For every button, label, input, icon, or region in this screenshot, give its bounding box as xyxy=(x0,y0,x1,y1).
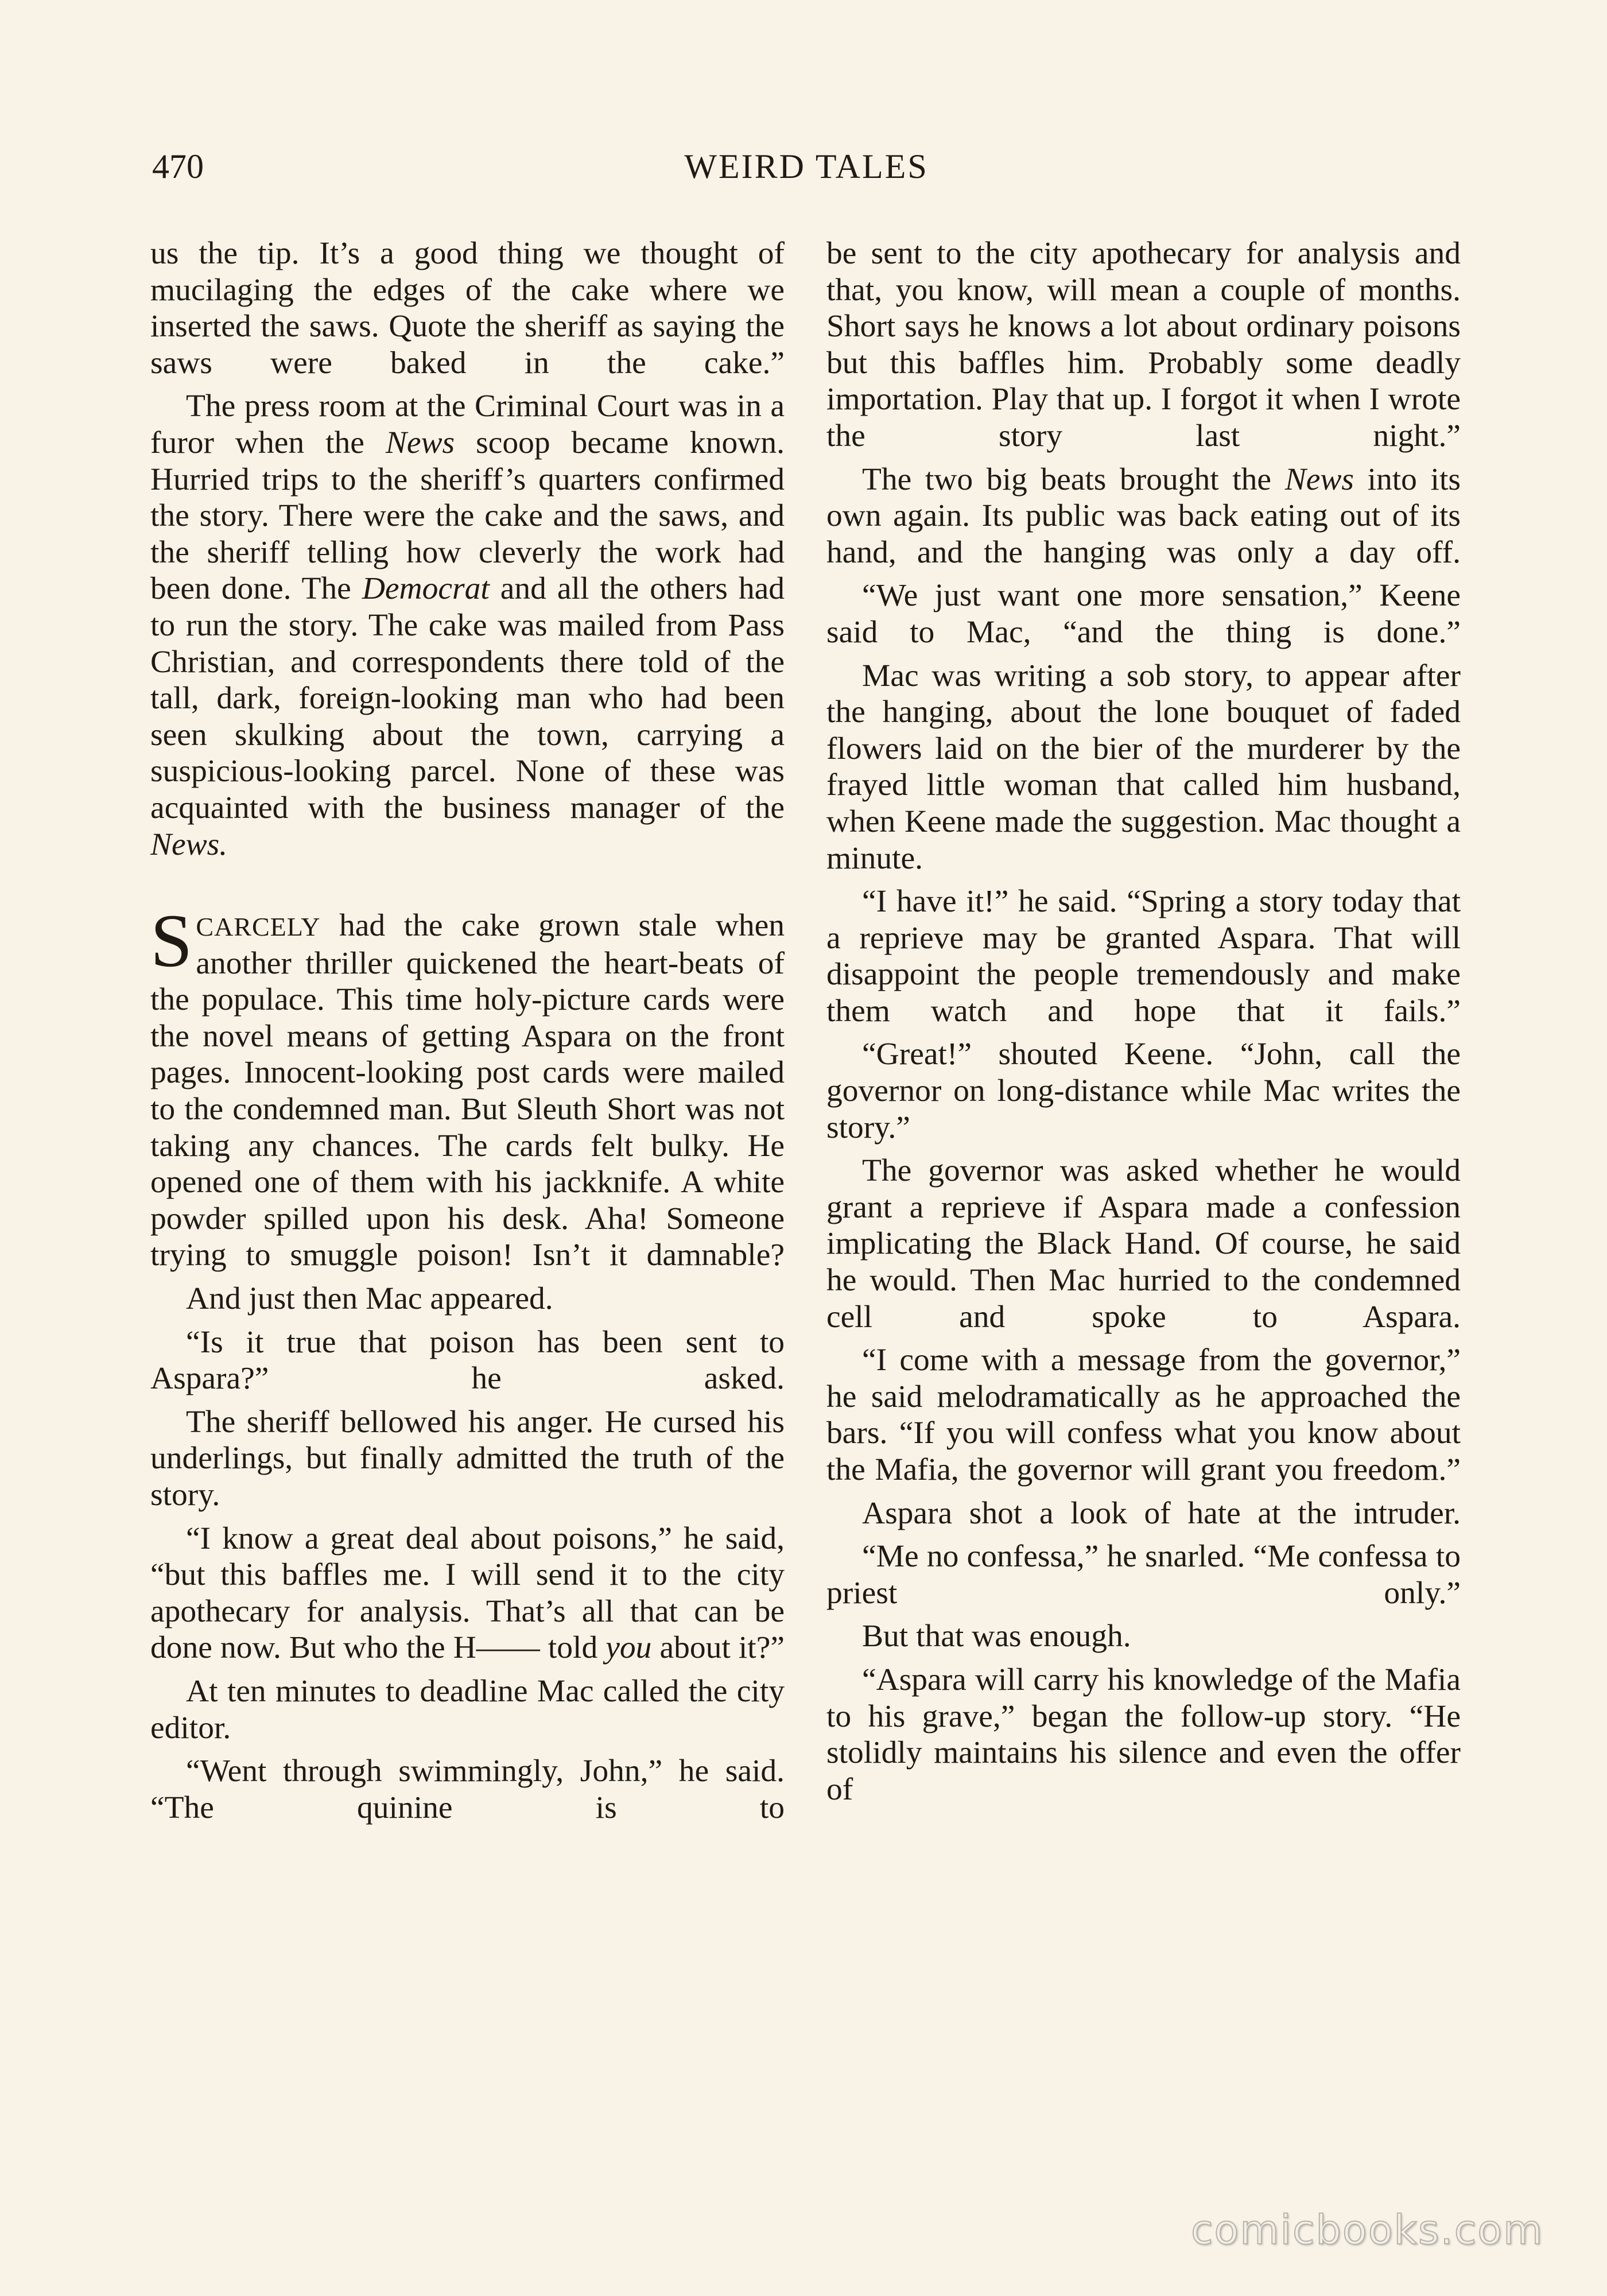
text-run: and all the others had to run the story. The cake was mailed from Pass Christian, and correspondents there told of the tall, dark, foreign-looking man who had been seen skulking about the town, carrying a suspicious-looking parcel. None of these was acquainted with the business manager of the xyxy=(150,571,785,825)
watermark-logo: comicbooks.com xyxy=(1191,2206,1544,2254)
paragraph: “I come with a message from the governor,” he said melodramatically as he approached the bars. “If you will confess what you know about the Mafia, the governor will grant you freedom.” xyxy=(826,1343,1461,1487)
right-column xyxy=(826,235,1461,1814)
left-column xyxy=(150,235,785,1833)
paragraph: But that was enough. xyxy=(862,1619,1131,1654)
paragraph xyxy=(150,388,785,863)
page-number: 470 xyxy=(152,148,204,185)
running-head: WEIRD TALES xyxy=(684,148,929,185)
text-run: about it?” xyxy=(651,1630,785,1666)
paragraph: “Me no confessa,” he snarled. “Me confessa to priest only.” xyxy=(826,1539,1461,1611)
paragraph: At ten minutes to deadline Mac called the city editor. xyxy=(150,1673,785,1746)
text-run: scoop became known. Hurried trips to the sheriff’s quarters confirmed the story. There were the cake and the saws, and the sheriff telling how cleverly the work had been done. The xyxy=(150,425,785,607)
page-header xyxy=(152,144,1461,189)
paragraph: “Great!” shouted Keene. “John, call the governor on long-distance while Mac writes the story.” xyxy=(826,1037,1461,1145)
paragraph: “We just want one more sensation,” Keene said to Mac, “and the thing is done.” xyxy=(826,578,1461,650)
paragraph: us the tip. It’s a good thing we thought of mucilaging the edges of the cake where we inserted the saws. Quote the sheriff as saying the saws were baked in the cake.” xyxy=(150,236,785,381)
italic-text: Democrat xyxy=(362,571,490,607)
text-run: The press room at the Criminal Court was in a furor when the xyxy=(150,389,785,460)
italic-text: News. xyxy=(150,827,228,862)
italic-text: News xyxy=(385,425,455,460)
paragraph: The sheriff bellowed his anger. He cursed his underlings, but finally admitted the truth of the story. xyxy=(150,1404,785,1512)
paragraph xyxy=(826,461,1461,571)
text-run: The two big beats brought the xyxy=(862,461,1285,497)
paragraph: The governor was asked whether he would grant a reprieve if Aspara made a confession implicating the Black Hand. Of course, he said he would. Then Mac hurried to the condemned cell and spoke to Aspara. xyxy=(826,1153,1461,1335)
text-run: had the cake grown stale when another thriller quickened the heart-beats of the populace. This time holy-picture cards were the novel means of getting Aspara on the front pages. Innocent-looking post cards were mailed to the condemned man. But Sleuth Short was not taking any chances. The cards felt bulky. He opened one of them with his jackknife. A white powder spilled upon his desk. Aha! Someone trying to smuggle poison! Isn’t it damnable? xyxy=(150,908,785,1273)
text-run: into its own again. Its public was back eating out of its hand, and the hanging was only a day off. xyxy=(826,461,1461,570)
italic-text: News xyxy=(1284,461,1354,497)
paragraph: be sent to the city apothecary for analysis and that, you know, will mean a couple of months. Short says he knows a lot about ordinary poisons but this baffles him. Probably some deadly importation. Play that up. I forgot it when I wrote the story last night.” xyxy=(826,236,1461,453)
paragraph: “Aspara will carry his knowledge of the Mafia to his grave,” began the follow-up story. “He stolidly maintains his silence and even the offer of xyxy=(826,1662,1461,1807)
small-caps-text: CARCELY xyxy=(196,912,321,942)
paragraph xyxy=(150,1521,785,1666)
paragraph: Mac was writing a sob story, to appear after the hanging, about the lone bouquet of faded flowers laid on the bier of the murderer by the frayed little woman that called him husband, when Keene made the suggestion. Mac thought a minute. xyxy=(826,658,1461,876)
paragraph: And just then Mac appeared. xyxy=(186,1281,553,1317)
paragraph: “I have it!” he said. “Spring a story today that a reprieve may be granted Aspara. That will disappoint the people tremendously and make them watch and hope that it fails.” xyxy=(826,884,1461,1029)
paragraph: “Went through swimmingly, John,” he said. “The quinine is to xyxy=(150,1754,785,1825)
text-run: “I know a great deal about poisons,” he said, “but this baffles me. I will send it to the city apothecary for analysis. That’s all that can be done now. But who the H—— told xyxy=(150,1521,785,1666)
paragraph xyxy=(150,898,785,1274)
italic-text: you xyxy=(605,1630,652,1666)
drop-cap: S xyxy=(150,898,193,983)
paragraph: “Is it true that poison has been sent to Aspara?” he asked. xyxy=(150,1324,785,1397)
paragraph: Aspara shot a look of hate at the intruder. xyxy=(862,1495,1461,1531)
